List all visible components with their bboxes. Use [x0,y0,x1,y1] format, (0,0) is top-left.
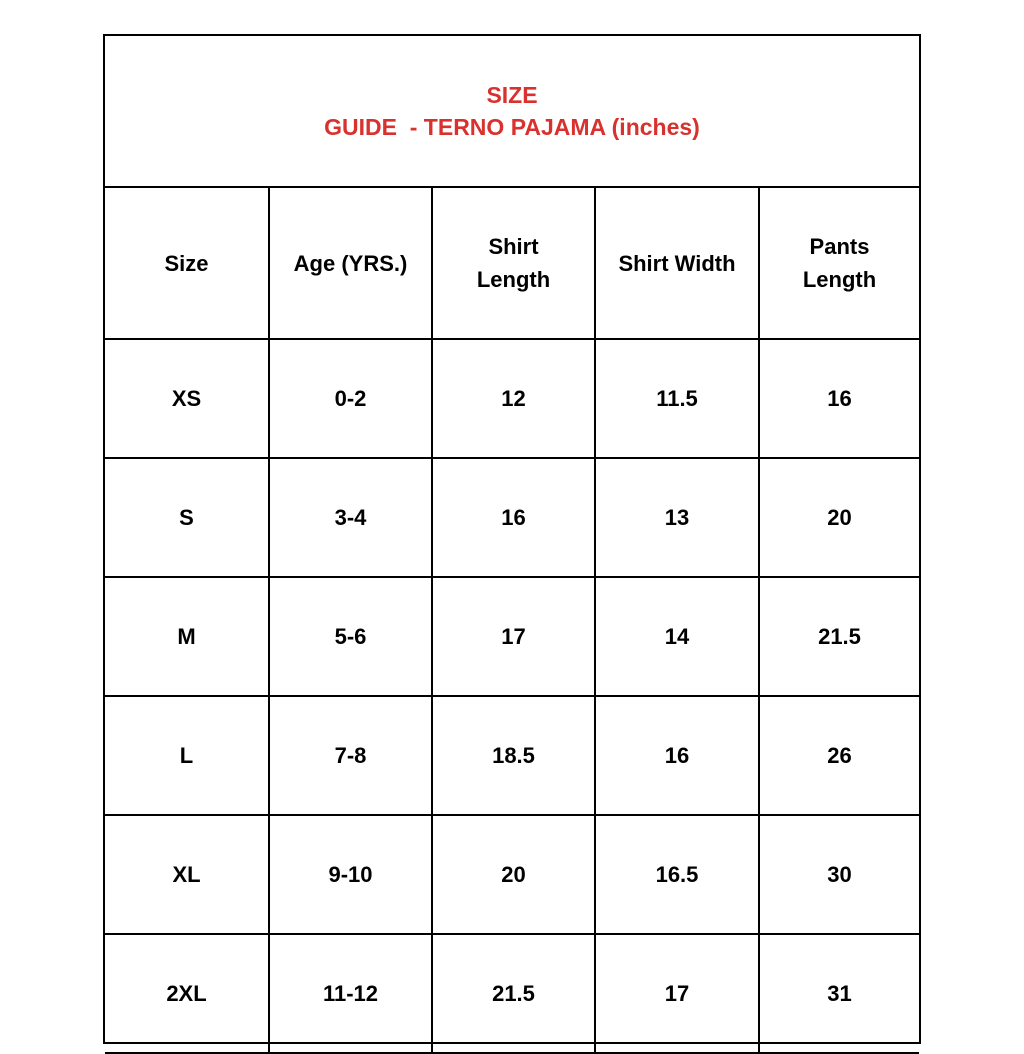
header-shirt-length: Shirt Length [432,188,595,339]
title-line-1: SIZE [486,82,538,108]
size-guide-sheet [103,34,921,1044]
cell-shirt-length: 17 [432,577,595,696]
title-line-2: GUIDE - TERNO PAJAMA (inches) [324,114,700,140]
cell-shirt-length: 12 [432,339,595,458]
cell-shirt-width: 16 [595,696,759,815]
cell-shirt-width: 11.5 [595,339,759,458]
cell-shirt-length: 16 [432,458,595,577]
cell-age: 7-8 [269,696,432,815]
header-shirt-width: Shirt Width [595,188,759,339]
table-row [105,934,919,1053]
cell-pants-length: 21.5 [759,577,919,696]
cell-size: M [105,577,269,696]
cell-age: 5-6 [269,577,432,696]
cell-age: 3-4 [269,458,432,577]
table-row [105,458,919,577]
cell-pants-length: 26 [759,696,919,815]
header-age: Age (YRS.) [269,188,432,339]
cell-age: 9-10 [269,815,432,934]
title-block [105,36,919,188]
cell-shirt-width: 14 [595,577,759,696]
cell-shirt-width: 17 [595,934,759,1053]
cell-pants-length: 20 [759,458,919,577]
cell-pants-length: 31 [759,934,919,1053]
cell-shirt-width: 13 [595,458,759,577]
cell-size: 2XL [105,934,269,1053]
cell-size: XL [105,815,269,934]
cell-shirt-length: 20 [432,815,595,934]
cell-age: 0-2 [269,339,432,458]
header-row [105,188,919,339]
table-row [105,696,919,815]
header-pants-length: Pants Length [759,188,919,339]
size-table [105,188,919,1054]
table-row [105,339,919,458]
cell-age: 11-12 [269,934,432,1053]
cell-size: XS [105,339,269,458]
table-row [105,815,919,934]
cell-shirt-length: 18.5 [432,696,595,815]
cell-size: S [105,458,269,577]
cell-pants-length: 30 [759,815,919,934]
cell-shirt-width: 16.5 [595,815,759,934]
cell-shirt-length: 21.5 [432,934,595,1053]
table-row [105,577,919,696]
cell-pants-length: 16 [759,339,919,458]
cell-size: L [105,696,269,815]
header-size: Size [105,188,269,339]
